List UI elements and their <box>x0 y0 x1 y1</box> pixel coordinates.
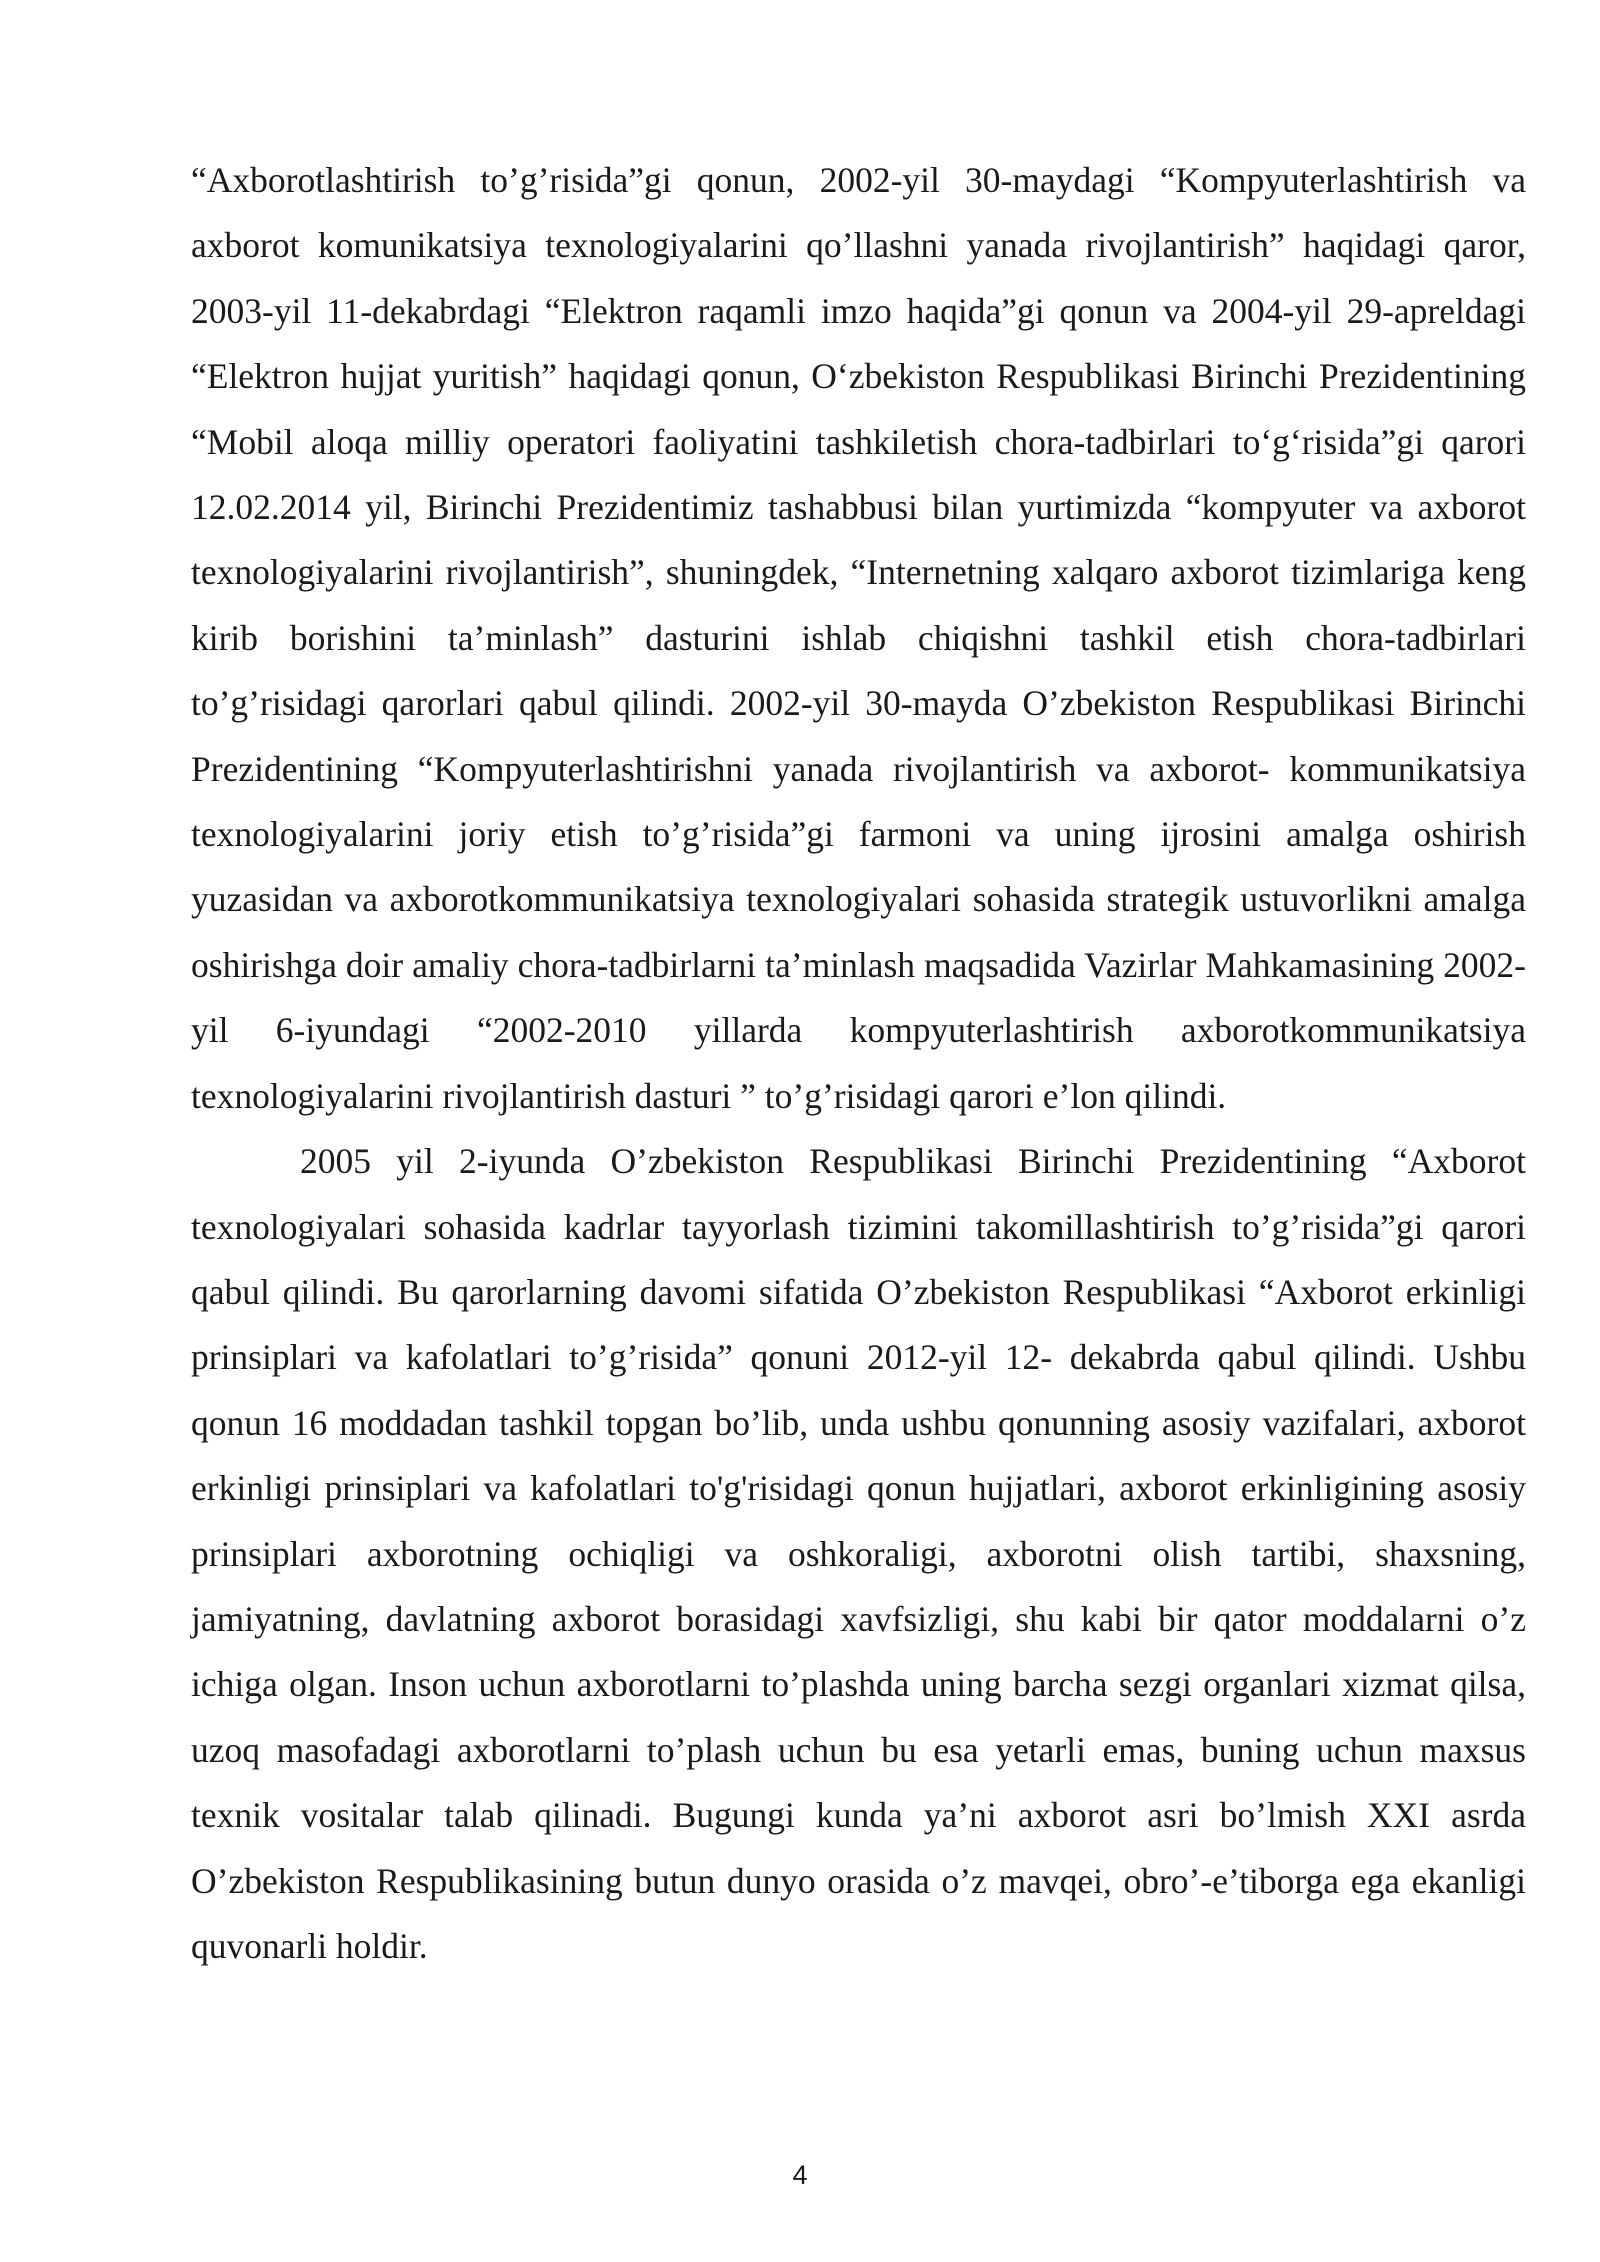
page-number: 4 <box>792 2160 808 2190</box>
paragraph-2: 2005 yil 2-iyunda O’zbekiston Respublikasi Birinchi Prezidentining “Axborot texnologiyalari sohasida kadrlar tayyorlash tizimini takomillashtirish to’g’risida”gi qarori qabul qilindi. Bu qarorlarning davomi sifatida O’zbekiston Respublikasi “Axborot erkinligi prinsiplari va kafolatlari to’g’risida” qonuni 2012-yil 12- dekabrda qabul qilindi. Ushbu qonun 16 moddadan tashkil topgan bo’lib, unda ushbu qonunning asosiy vazifalari, axborot erkinligi prinsiplari va kafolatlari to'g'risidagi qonun hujjatlari, axborot erkinligining asosiy prinsiplari axborotning ochiqligi va oshkoraligi, axborotni olish tartibi, shaxsning, jamiyatning, davlatning axborot borasidagi xavfsizligi, shu kabi bir qator moddalarni o’z ichiga olgan. Inson uchun axborotlarni to’plashda uning barcha sezgi organlari xizmat qilsa, uzoq masofadagi axborotlarni to’plash uchun bu esa yetarli emas, buning uchun maxsus texnik vositalar talab qilinadi. Bugungi kunda ya’ni axborot asri bo’lmish XXI asrda O’zbekiston Respublikasining butun dunyo orasida o’z mavqei, obro’-e’tiborga ega ekanligi quvonarli holdir. <box>191 1141 1526 1966</box>
paragraph-1: “Axborotlashtirish to’g’risida”gi qonun, 2002-yil 30-maydagi “Kompyuterlashtirish va axborot komunikatsiya texnologiyalarini qo’llashni yanada rivojlantirish” haqidagi qaror, 2003-yil 11-dekabrdagi “Elektron raqamli imzo haqida”gi qonun va 2004-yil 29-apreldagi “Elektron hujjat yuritish” haqidagi qonun, O‘zbekiston Respublikasi Birinchi Prezidentining “Mobil aloqa milliy operatori faoliyatini tashkiletish chora-tadbirlari to‘g‘risida”gi qarori 12.02.2014 yil, Birinchi Prezidentimiz tashabbusi bilan yurtimizda “kompyuter va axborot texnologiyalarini rivojlantirish”, shuningdek, “Internetning xalqaro axborot tizimlariga keng kirib borishini ta’minlash” dasturini ishlab chiqishni tashkil etish chora-tadbirlari to’g’risidagi qarorlari qabul qilindi. 2002-yil 30-mayda O’zbekiston Respublikasi Birinchi Prezidentining “Kompyuterlashtirishni yanada rivojlantirish va axborot- kommunikatsiya texnologiyalarini joriy etish to’g’risida”gi farmoni va uning ijrosini amalga oshirish yuzasidan va axborotkommunikatsiya texnologiyalari sohasida strategik ustuvorlikni amalga oshirishga doir amaliy chora-tadbirlarni ta’minlash maqsadida Vazirlar Mahkamasining 2002-yil 6-iyundagi “2002-2010 yillarda kompyuterlashtirish axborotkommunikatsiya texnologiyalarini rivojlantirish dasturi ” to’g’risidagi qarori e’lon qilindi. <box>191 160 1526 1116</box>
body-text <box>191 148 1526 1979</box>
